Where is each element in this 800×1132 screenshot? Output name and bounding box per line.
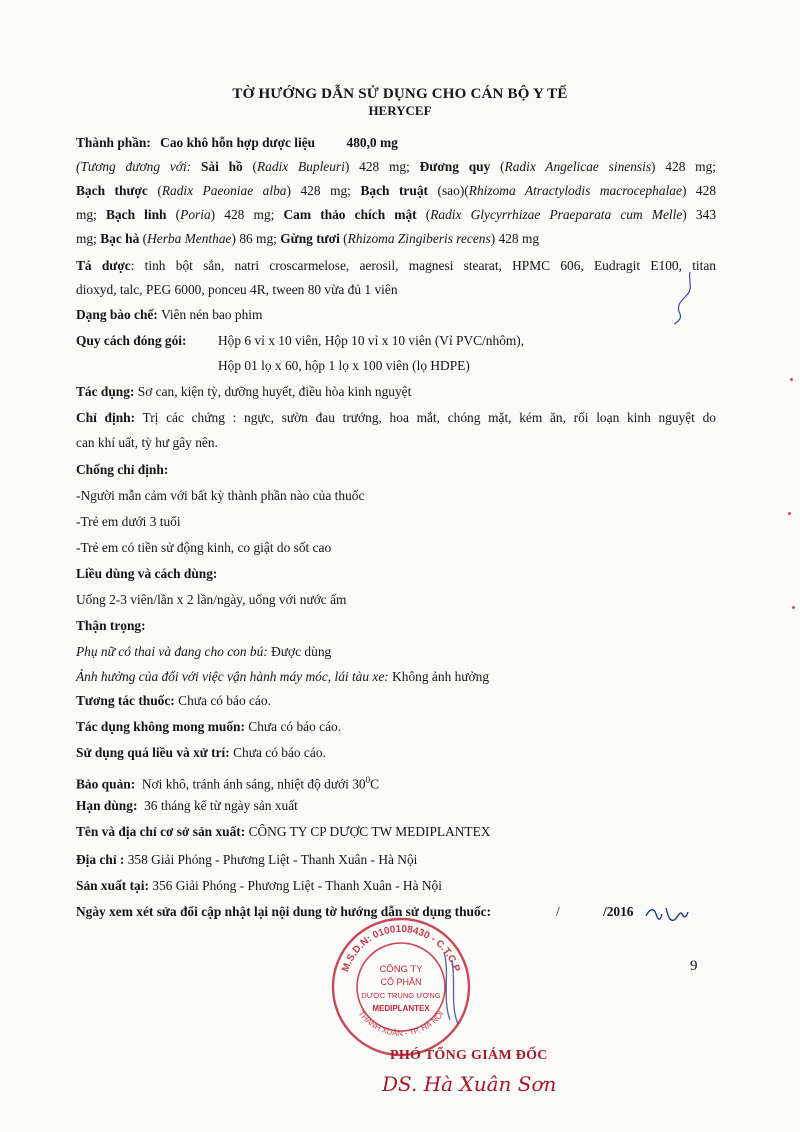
packaging-line-1: Hộp 6 vỉ x 10 viên, Hộp 10 vỉ x 10 viên (Vỉ PVC/nhôm),: [218, 333, 525, 348]
stamp-line-4: MEDIPLANTEX: [372, 1004, 430, 1013]
handwritten-mark-icon: [644, 902, 692, 928]
precautions-pregnancy: Phụ nữ có thai và đang cho con bú: Được dùng: [76, 644, 332, 659]
signature-title: PHÓ TỔNG GIÁM ĐỐC: [390, 1048, 548, 1063]
composition-line: [76, 135, 716, 151]
review-date-slash: /: [556, 904, 560, 919]
list-item: -Người mẫn cảm với bất kỳ thành phần nào của thuốc: [76, 488, 365, 503]
side-effects: Tác dụng không mong muốn: Chưa có báo cáo.: [76, 719, 342, 734]
list-item: -Trẻ em dưới 3 tuổi: [76, 514, 181, 529]
svg-text:THANH XUÂN - TP. HÀ NỘI: [357, 1009, 446, 1038]
stamp-line-3: DƯỢC TRUNG ƯƠNG: [361, 991, 441, 1000]
overdose: Sử dụng quá liều và xử trí: Chưa có báo cáo.: [76, 745, 326, 760]
contraindications-label: Chống chỉ định:: [76, 462, 169, 477]
excipients-line-2: dioxyd, talc, PEG 6000, ponceu 4R, tween 80 vừa đủ 1 viên: [76, 282, 398, 297]
composition-label: Thành phần:: [76, 135, 151, 150]
factory: Sản xuất tại: 356 Giải Phóng - Phương Liệt - Thanh Xuân - Hà Nội: [76, 878, 442, 893]
scan-speck: [788, 512, 791, 515]
product-name: HERYCEF: [368, 103, 432, 118]
dosage-value: Uống 2-3 viên/lần x 2 lần/ngày, uống với nước ấm: [76, 592, 347, 607]
dosage-form: Dạng bào chế: Viên nén bao phim: [76, 307, 263, 322]
shelf-life: Hạn dùng: 36 tháng kể từ ngày sản xuất: [76, 798, 298, 813]
scan-speck: [792, 606, 795, 609]
effects: Tác dụng: Sơ can, kiện tỳ, dưỡng huyết, điều hòa kinh nguyệt: [76, 384, 412, 399]
manufacturer: Tên và địa chỉ cơ sở sản xuất: CÔNG TY CP DƯỢC TW MEDIPLANTEX: [76, 824, 491, 839]
review-date-year: /2016: [603, 904, 634, 919]
company-stamp-icon: [326, 912, 476, 1062]
interactions: Tương tác thuốc: Chưa có báo cáo.: [76, 693, 271, 708]
excipients-line-1: Tá dược: tinh bột sắn, natri croscarmelose, aerosil, magnesi stearat, HPMC 606, Eudragit E100, titan: [76, 258, 716, 273]
storage: Bảo quản: Nơi khô, tránh ánh sáng, nhiệt độ dưới $30^0C$: [76, 775, 380, 792]
document-title: TỜ HƯỚNG DẪN SỬ DỤNG CHO CÁN BỘ Y TẾ: [232, 86, 568, 102]
composition-line-1: (Tương đương với: Sài hồ (Radix Bupleuri) 428 mg; Đương quy (Radix Angelicae sinensis) 428 mg;: [76, 159, 717, 174]
review-date-label: Ngày xem xét sửa đổi cập nhật lại nội dung tờ hướng dẫn sử dụng thuốc:: [76, 904, 492, 919]
signature-name: DS. Hà Xuân Sơn: [382, 1072, 557, 1096]
stamp-bottom-text: THANH XUÂN - TP. HÀ NỘI: [356, 1009, 446, 1038]
packaging-line-2: Hộp 01 lọ x 60, hộp 1 lọ x 100 viên (lọ HDPE): [218, 358, 470, 373]
scan-speck: [790, 378, 793, 381]
precautions-driving: Ảnh hưởng của đối với việc vận hành máy móc, lái tàu xe: Không ảnh hưởng: [76, 669, 490, 684]
excipients-label: Tá dược: [76, 258, 131, 273]
indications-line-2: can khí uất, tỳ hư gây nên.: [76, 435, 218, 450]
address: Địa chỉ : 358 Giải Phóng - Phương Liệt - Thanh Xuân - Hà Nội: [76, 852, 418, 867]
composition-line-4: mg; Bạc hà (Herba Menthae) 86 mg; Gừng tươi (Rhizoma Zingiberis recens) 428 mg: [76, 231, 540, 246]
composition-line-3: mg; Bạch linh (Poria) 428 mg; Cam thảo chích mật (Radix Glycyrrhizae Praeparata cum Melle) 343: [76, 207, 717, 222]
handwritten-check-icon: [668, 270, 708, 326]
indications-line-1: Chỉ định: Trị các chứng : ngực, sườn đau trướng, hoa mắt, chóng mặt, kém ăn, rối loạn kinh nguyệt do: [76, 410, 716, 425]
stamp-line-2: CỔ PHẦN: [380, 977, 422, 987]
stamp-ring-text: M.S.D.N: 0100108430 - C.T.C.P: [340, 923, 462, 974]
composition-line-2: Bạch thược (Radix Paeoniae alba) 428 mg; Bạch truật (sao)(Rhizoma Atractylodis macrocephalae) 428: [76, 183, 717, 198]
page-number: 9: [690, 958, 698, 974]
composition-amount: 480,0 mg: [346, 135, 398, 150]
composition-item: Cao khô hỗn hợp dược liệu: [160, 135, 316, 150]
list-item: -Trẻ em có tiền sử động kinh, co giật do sốt cao: [76, 540, 332, 555]
packaging-label: Quy cách đóng gói:: [76, 333, 187, 348]
dosage-label: Liều dùng và cách dùng:: [76, 566, 218, 581]
stamp-line-1: CÔNG TY: [379, 964, 423, 975]
precautions-label: Thận trọng:: [76, 618, 146, 633]
